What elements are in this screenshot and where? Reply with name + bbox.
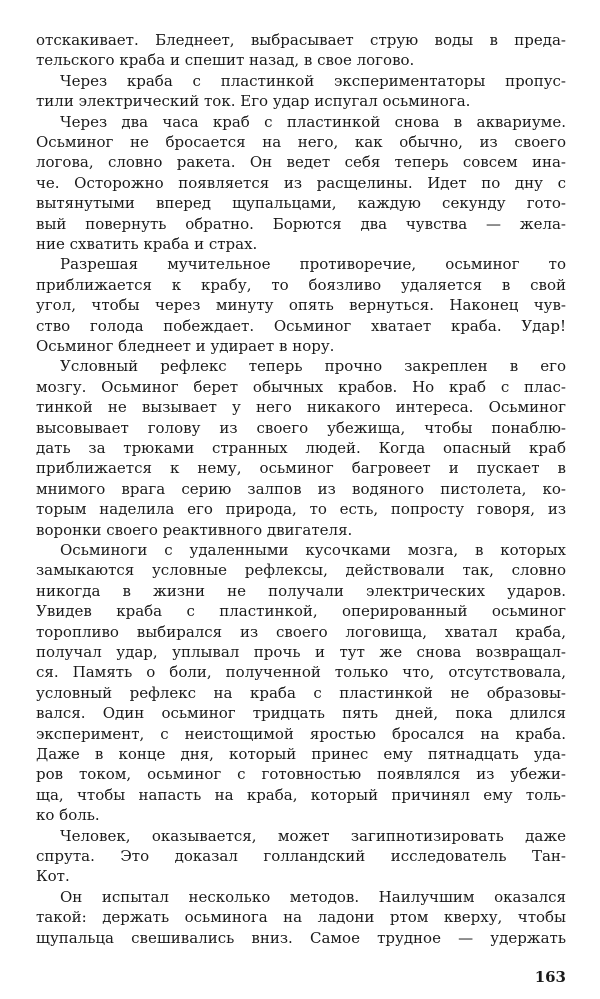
text-line: мозгу. Осьминог берет обычных крабов. Но краб с плас-: [36, 377, 566, 396]
text-line: такой: держать осьминога на ладони ртом кверху, чтобы: [36, 908, 566, 927]
text-line: тельского краба и спешит назад, в свое логово.: [36, 51, 415, 70]
text-line: вый повернуть обратно. Борются два чувства — жела-: [36, 214, 566, 233]
text-line: приближается к крабу, то боязливо удаляется в свой: [36, 275, 566, 294]
text-line: Разрешая мучительное противоречие, осьминог то: [60, 255, 566, 274]
text-line: тили электрический ток. Его удар испугал осьминога.: [36, 92, 471, 111]
text-line: Осьминоги с удаленными кусочками мозга, в которых: [60, 541, 566, 559]
text-line: условный рефлекс на краба с пластинкой не образовы-: [36, 683, 566, 702]
text-line: замыкаются условные рефлексы, действовали так, словно: [36, 561, 566, 580]
text-line: ство голода побеждает. Осьминог хватает краба. Удар!: [36, 316, 566, 335]
text-line: спрута. Это доказал голландский исследователь Тан-: [36, 847, 566, 865]
text-line: вытянутыми вперед щупальцами, каждую секунду гото-: [36, 194, 566, 213]
text-line: дать за трюками странных людей. Когда опасный краб: [36, 439, 566, 457]
text-line: Условный рефлекс теперь прочно закреплен в его: [60, 357, 566, 376]
text-line: щупальца свешивались вниз. Самое трудное — удержать: [36, 928, 566, 947]
text-line: ся. Память о боли, полученной только что, отсутствовала,: [36, 663, 566, 682]
text-line: логова, словно ракета. Он ведет себя теперь совсем ина-: [36, 153, 566, 172]
text-line: Осьминог бледнеет и удирает в нору.: [36, 337, 335, 355]
text-line: воронки своего реактивного двигателя.: [36, 520, 353, 539]
text-line: приближается к нему, осьминог багровеет и пускает в: [36, 459, 566, 478]
text-line: получал удар, уплывал прочь и тут же снова возвращал-: [36, 643, 566, 661]
text-line: ко боль.: [36, 806, 100, 825]
text-line: эксперимент, с неистощимой яростью бросался на краба.: [36, 724, 566, 743]
text-line: Даже в конце дня, который принес ему пятнадцать уда-: [36, 745, 566, 763]
page-number: 163: [534, 968, 566, 986]
text-line: торопливо выбирался из своего логовища, хватал краба,: [36, 622, 566, 641]
text-line: Человек, оказывается, может загипнотизировать даже: [60, 826, 566, 845]
text-line: тинкой не вызывает у него никакого интереса. Осьминог: [36, 398, 566, 417]
text-line: вался. Один осьминог тридцать пять дней, пока длился: [36, 704, 566, 723]
text-line: че. Осторожно появляется из расщелины. Идет по дну с: [36, 173, 566, 192]
text-line: Кот.: [36, 867, 70, 886]
text-line: Увидев краба с пластинкой, оперированный осьминог: [36, 602, 566, 621]
text-line: ров током, осьминог с готовностью появлялся из убежи-: [36, 765, 566, 784]
text-line: Через краба с пластинкой экспериментаторы пропус-: [60, 71, 566, 90]
text-line: высовывает голову из своего убежища, чтобы понаблю-: [36, 418, 566, 437]
text-line: мнимого врага серию залпов из водяного пистолета, ко-: [36, 479, 566, 498]
text-line: ща, чтобы напасть на краба, который причинял ему толь-: [36, 785, 566, 804]
text-line: Осьминог не бросается на него, как обычно, из своего: [36, 133, 566, 151]
text-line: ние схватить краба и страх.: [36, 235, 258, 253]
text-line: никогда в жизни не получали электрических ударов.: [36, 581, 566, 600]
text-line: Через два часа краб с пластинкой снова в аквариуме.: [60, 112, 566, 131]
text-line: отскакивает. Бледнеет, выбрасывает струю воды в преда-: [36, 31, 566, 49]
text-line: торым наделила его природа, то есть, попросту говоря, из: [36, 500, 566, 519]
text-line: угол, чтобы через минуту опять вернуться. Наконец чув-: [36, 296, 566, 315]
text-line: Он испытал несколько методов. Наилучшим оказался: [60, 887, 566, 906]
